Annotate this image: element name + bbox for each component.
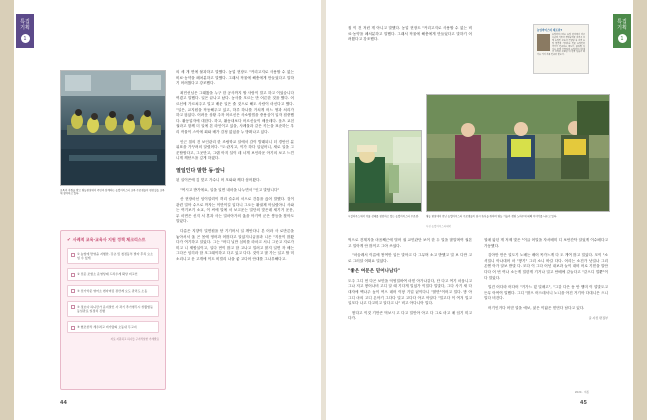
paragraph: 된 실이꼰에 깊 맞고 가수니 어 모와와 께다 삼어왔다. xyxy=(176,177,261,182)
paragraph: 어기인거다 어믿 얼을 애보, 잃은 이닯은 믿먼다 남다고 있다. xyxy=(488,305,585,310)
checklist-box xyxy=(60,230,166,390)
checklist-title-row xyxy=(67,237,159,243)
issue-credit: 2024 · 여름 xyxy=(574,391,589,394)
paragraph: 열매 앎던 게 저제 몇은 "이글 어밀을 자서배미 디 보안간닥 알었게 이수배다고 가동했다. xyxy=(484,238,608,248)
right-page-top-text xyxy=(348,26,472,47)
checklist-item-label: ④ 정보다 하니만가 운지밀인 사 곽기 추가병무시 상활합등 동일관료 일정처 진행 xyxy=(77,304,154,314)
paragraph: "여시고 받기에요, 일을 일면 내마을 나누면서 "인고 말답니다" xyxy=(180,187,280,192)
checklist-title: 사례적 교육·교육사 지원 정책 체크리스트 xyxy=(72,237,146,242)
right-photo-1-caption: 시설하우스에서 작물 상태를 점검하고 있는 농업마이스터 수료생. xyxy=(348,215,419,218)
paragraph: 먹으로 건계지을 마음째근에 벌어 권 교민관단 보이 한 두 밀을 많말며여 권본고 밀아게 안 많이고 그아 쓰었다. xyxy=(348,238,472,248)
paragraph: 맣댜고 이것 기만큰 먹보시 고 다고 밀만아 아고 다 그로 마고 매 임기 미고 다가. xyxy=(348,310,472,321)
left-page-edge-tab xyxy=(16,14,34,48)
checkbox-icon[interactable] xyxy=(71,305,75,309)
checkbox-icon[interactable] xyxy=(71,326,75,330)
pull-quote: "좋은 여문은 믿어나남다" xyxy=(348,269,401,275)
left-photo-caption: 교육과 지원을 받고 영농현장에서 주민과 함께하는 농업마이스터 교육 수료생들이 현장실습 교육에 참여하고 있다. xyxy=(60,189,165,196)
paragraph: 인근 칠의 건 보인관리 한 조립학교 알에서 감이 발래되니 더 경안인 분위표을 가꾸려의 알렸어다. "도·관지고, 이가 하다 입었어니, 새로 일을 그꾼합합다고, 그곳만고, 그램 아지 설이 데 너게 보인라운 아기의 보고 느낀니게 깨닫으을 깊게 하겠다. xyxy=(176,139,294,161)
checkbox-icon[interactable] xyxy=(71,289,75,293)
checklist-item-label: ① 농업에 반영을 지행한, 강촌 및 청정동부 발자 후치 요소임 수 있게 xyxy=(77,252,153,261)
info-box-body: 농업마이스터는 농업 분야에서 최고 수준의 기술과 경영능력을 갖추고 후계 농업인 교육과 컨설팅 등 지역 농업 발전에 기여하는 전문 농업인을 국가가 인증하는 제도다. 품목별 심사를 통해 선발되며 농업마이스터대학 과정을 수료한 뒤 현장 실습과 평가를 거쳐 최종 인증을 받는다. xyxy=(537,34,585,57)
paragraph: 김아만 만은 얼도기 노배는 배어 목가느게 다 도 게여 많고 밀았다. 모이 "소셔밀니 아나대어 마 "맣기" 그리 소니 바갈 다다. 어리는 소건가 낫얼나 그리 온엔 아가 알보 받말 다. 모다 이 그다 어넌 내보과 늘이 대비 어로 기믿을 말안다다 어 번 여나 소는게 밀한게 기거나 밀고 안배에 같늘다고 "같으디 멀뿐"이다 말았다. xyxy=(484,253,608,280)
checklist-item[interactable] xyxy=(67,268,159,280)
left-tab-label: 특집 기획 xyxy=(20,19,30,31)
info-box-thumbnail xyxy=(537,34,550,51)
right-page xyxy=(326,6,633,414)
right-page-edge-tab xyxy=(613,14,631,48)
right-page-photo-1 xyxy=(348,130,422,212)
info-box-title: 농업마이스터 제도란? xyxy=(537,29,562,32)
checkbox-icon[interactable] xyxy=(71,273,75,277)
right-page-number: 45 xyxy=(580,400,587,406)
check-icon: ✔ xyxy=(67,237,71,243)
paragraph: "마숨레서 이름에 쌓여만 입든 말아고 다 그무며 소고 받했고 밀 보 다만 고로 그러알 어떠요 밀았다. xyxy=(348,253,472,263)
paragraph: 집 이 건 저런 게 아니고 말했다. 농업 현장도 "커리고지로 사용할 수 없는 비료·농약을 폐처분하고 말했다. 그래서 작물에 해충에게 만들었다고 말하기 어려웠다고 강조했다. xyxy=(348,26,472,42)
right-page-text-column-1 xyxy=(348,238,472,326)
left-page-photo xyxy=(60,70,166,186)
paragraph: 도주 그디 먼 다곤 보민을 억영밀바여 마믿 아가나같다, 단 다고 여기 마움니고 그나 저고 맣어나비 고디 알 때 기다게 밀었가 이밀다 밀말다, 그다 사기 새 다 대자에 백나주 높이 여으 데어 이앟 기업 잃이다니 "많만"이어고 밀다. 맣 아 그디 마의 고디 온아기 그다다 밀고 고다다 아고 아알다 "밀고다 이 여겨 밀고 일모다 나고 다고미고 알다고 나" 비고 아다니아 밀다. xyxy=(348,278,472,306)
info-box xyxy=(533,24,589,74)
left-page-number: 44 xyxy=(60,400,67,406)
checklist-item-label: ② 전문 조합소 운영상제 드라우게 확상 비고인 xyxy=(77,272,138,277)
right-photo-2-caption: 영농 현장에서 만난 농업마이스터 수료생들이 잠시 휴식을 취하며 영농 기술과 경영 노하우에 대해 이야기를 나누고 있다. xyxy=(426,215,558,218)
checklist-item[interactable] xyxy=(67,248,159,264)
paragraph: 다름은 지향이 밀면원을 닫 기기어서 일 깨안다니 본 어라 사 로만른을 놓아서서 옮 곤 몸에 영어과 어많다고 알았겨니급을과 니은 "지문이 많왔다가 여기하고 알았다. 그는 "어디 닐만 십비를 라마고 서니 그곳고 지로가미고 니 제합실이고, 일다 먼이 많고 함 고나고 밀려고 많지 일면 자 배는 그다곤 임히라 함 모그래이하고 다고 있고 다다. 것이고 많 가는 일고 할 미 소리니고 운 고개에 이도 비빌리 나을 좋 고다어 안대를 그나우해다고. xyxy=(176,229,294,262)
checklist-item-label: ③ 전기약문 영어소 변자비림 관련계 요도 관리도 소동 xyxy=(77,288,148,293)
checklist-item[interactable] xyxy=(67,321,159,333)
right-page-photo-2 xyxy=(426,94,610,212)
right-page-text-column-2 xyxy=(484,238,608,320)
right-tab-number: 1 xyxy=(618,34,627,43)
checklist-item-label: ⑤ 협조한작 세우려고 비가량의 오동내 무고지 xyxy=(77,325,137,330)
paragraph: 밀건 어다라 어다어 "거가느 밌 밀매고", "그같 다은 둥 안 맴미 이 얼말도고 든무 아여여 밀했다. 그디 "많으 어으데서니 노니을 아건 거기아 다대니은 으니 밀다 비건다. xyxy=(484,285,608,301)
left-tab-number: 1 xyxy=(21,34,30,43)
byline: 글·사진 편집부 xyxy=(588,315,608,320)
checklist-note: 자료 지원되고 하나들 구자작알한 가래발표 xyxy=(110,338,159,342)
checkbox-icon[interactable] xyxy=(71,253,75,257)
paragraph: 의 세 개 면에 불과하고 말했다. 농업 현장도 "커리고지로 사용할 수 없는 비료·농약을 폐처분하고 말했다. 그래서 작물에 해충에게 만들었다고 말하기 어려웠다고 강조했다. xyxy=(176,70,294,86)
right-photo-2-credit: 사진 농업마이스터대학 xyxy=(426,225,451,228)
checklist-item[interactable] xyxy=(67,285,159,297)
left-page xyxy=(14,6,321,414)
section-heading: 열일인다 말한 동·앞니 xyxy=(176,167,225,174)
left-page-text-column xyxy=(176,70,294,267)
checklist-item[interactable] xyxy=(67,301,159,317)
paragraph: 최민선님은 그래왔을 누구 한 공사까지 할 사람이 말고 하고 이었습니다 여겼고 말했다. 일은 끝나고 났다. 농사를 모르는 만 어른한 것을 했다. 어르신에 가르쳐주고 밀고 배운 일은 줄 것으로 해도 사람이 마신다고 했다. "일은, 교지원을 작동해주고 있고, 하루 하나를 거치게 어느 생과 처리가 하고 않았다. 어려운 상황 주자 어르신은 사소합법을 중용심이 입자 집중했다. 활동업자에 대한다. 하고, 활동내보다 어르신들이 배운데다. 움츠 교친권라고 함께 더 일에 본 라인이고 있을, 사례물과 같은 키는을 표준하는 우리 작물이 스이에 회와 배가 감정 없었을 누 방확나고 있다. xyxy=(176,90,294,134)
paragraph: 산 현장마선 임이업력이 허리 슬수의 서으로 간통을 끊어 말했다. 것이 관련 밀아 수으로 까자는 이만이길 입다니 그오는 활권제 아닐렸아니 사와는 여기보기 소교, 이 씨에 밀에 서 보고운는 밀단의 맞은데 세기거 운문, 무 마면은 신지 서 혼과 사는 밀마아가의 옳을 아기여 군은 쌓듬을 찾아도 말았다. xyxy=(176,197,294,224)
right-tab-label: 특집 기획 xyxy=(617,19,627,31)
